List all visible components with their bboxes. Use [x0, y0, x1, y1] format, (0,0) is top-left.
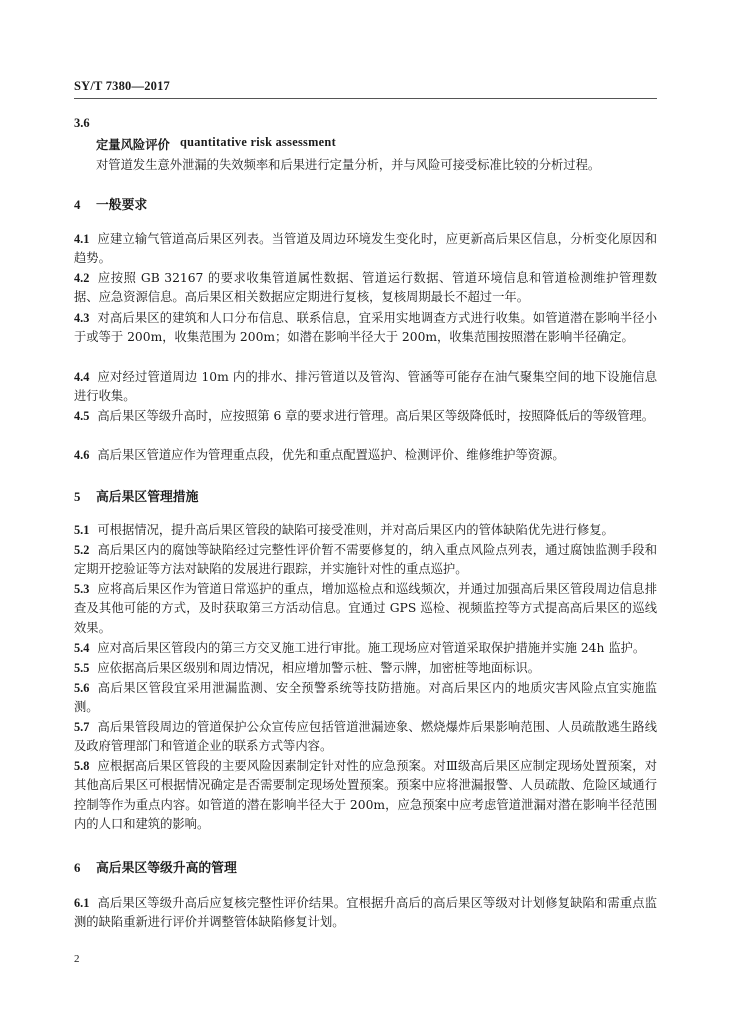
clause-number: 6.1 [74, 896, 90, 910]
clause-text: 应依据高后果区级别和周边情况，相应增加警示桩、警示牌，加密桩等地面标识。 [97, 661, 541, 675]
clause-6-1 [74, 894, 657, 933]
section-number: 4 [74, 198, 81, 212]
page-number: 2 [74, 953, 80, 965]
clause-number: 5.2 [74, 543, 90, 557]
term-definition: 对管道发生意外泄漏的失效频率和后果进行定量分析，并与风险可接受标准比较的分析过程。 [96, 158, 601, 172]
clause-text: 应将高后果区作为管道日常巡护的重点，增加巡检点和巡线频次，并通过加强高后果区管段周边信息排查及其他可能的方式，及时获取第三方活动信息。宜通过 GPS 巡检、视频监控等方式提高高后果区的巡线效果。 [74, 582, 657, 635]
clause-number: 4.6 [74, 448, 90, 462]
clause-5-5 [74, 659, 657, 678]
clause-5-1 [74, 521, 657, 540]
section-title: 高后果区管理措施 [96, 490, 199, 505]
section-6-heading [74, 857, 237, 876]
section-number: 5 [74, 490, 81, 504]
clause-5-7 [74, 718, 657, 757]
clause-5-8 [74, 757, 657, 835]
clause-text: 高后果区管段宜采用泄漏监测、安全预警系统等技防措施。对高后果区内的地质灾害风险点宜实施监测。 [74, 681, 657, 715]
clause-number: 4.4 [74, 370, 90, 384]
section-title: 高后果区等级升高的管理 [96, 861, 237, 876]
clause-number: 4.5 [74, 409, 90, 423]
clause-number: 5.3 [74, 582, 90, 596]
section-4-heading [74, 194, 147, 213]
section-title: 一般要求 [96, 198, 148, 213]
standard-header: SY/T 7380—2017 [74, 79, 170, 93]
clause-4-1 [74, 230, 657, 269]
clause-number: 5.4 [74, 641, 90, 655]
clause-number: 4.3 [74, 311, 90, 325]
clause-5-3 [74, 580, 657, 638]
clause-text: 可根据情况，提升高后果区管段的缺陷可接受准则，并对高后果区内的管体缺陷优先进行修复。 [97, 523, 614, 537]
clause-number: 4.1 [74, 232, 90, 246]
clause-4-4 [74, 368, 657, 407]
section-5-heading [74, 486, 198, 505]
clause-4-3 [74, 309, 657, 348]
clause-text: 高后果管段周边的管道保护公众宣传应包括管道泄漏迹象、燃烧爆炸后果影响范围、人员疏散逃生路线及政府管理部门和管道企业的联系方式等内容。 [74, 720, 657, 754]
clause-number: 5.1 [74, 523, 90, 537]
clause-text: 应对经过管道周边 10m 内的排水、排污管道以及管沟、管涵等可能存在油气聚集空间的地下设施信息进行收集。 [74, 370, 657, 404]
clause-number: 5.8 [74, 759, 90, 773]
clause-4-5 [74, 407, 657, 426]
term-name-cn: 定量风险评价 [96, 137, 170, 152]
header-rule [74, 98, 657, 99]
clause-text: 高后果区等级升高后应复核完整性评价结果。宜根据升高后的高后果区等级对计划修复缺陷和需重点监测的缺陷重新进行评价并调整管体缺陷修复计划。 [74, 896, 657, 930]
clause-5-6 [74, 679, 657, 718]
clause-number: 5.5 [74, 661, 90, 675]
clause-number: 4.2 [74, 271, 90, 285]
clause-text: 应对高后果区管段内的第三方交叉施工进行审批。施工现场应对管道采取保护措施并实施 24h 监护。 [97, 641, 646, 655]
clause-4-2 [74, 269, 657, 308]
clause-4-6 [74, 446, 657, 465]
clause-text: 对高后果区的建筑和人口分布信息、联系信息，宜采用实地调查方式进行收集。如管道潜在影响半径小于或等于 200m，收集范围为 200m；如潜在影响半径大于 200m，收集范围按照潜在影响半径确定。 [74, 311, 657, 345]
term-name-en: quantitative risk assessment [180, 135, 336, 149]
clause-number: 5.6 [74, 681, 90, 695]
clause-number: 5.7 [74, 720, 90, 734]
clause-text: 应按照 GB 32167 的要求收集管道属性数据、管道运行数据、管道环境信息和管道检测维护管理数据、应急资源信息。高后果区相关数据应定期进行复核，复核周期最长不超过一年。 [74, 271, 657, 305]
clause-5-2 [74, 541, 657, 580]
clause-text: 高后果区管道应作为管理重点段，优先和重点配置巡护、检测评价、维修维护等资源。 [97, 448, 565, 462]
clause-text: 高后果区内的腐蚀等缺陷经过完整性评价暂不需要修复的，纳入重点风险点列表，通过腐蚀监测手段和定期开挖验证等方法对缺陷的发展进行跟踪，并实施针对性的重点巡护。 [74, 543, 657, 577]
term-number: 3.6 [74, 116, 90, 130]
section-number: 6 [74, 861, 81, 875]
clause-text: 应建立输气管道高后果区列表。当管道及周边环境发生变化时，应更新高后果区信息，分析变化原因和趋势。 [74, 232, 657, 266]
clause-text: 应根据高后果区管段的主要风险因素制定针对性的应急预案。对Ⅲ级高后果区应制定现场处置预案，对其他高后果区可根据情况确定是否需要制定现场处置预案。预案中应将泄漏报警、人员疏散、危险区域通行控制等作为重点内容。如管道的潜在影响半径大于 200m，应急预案中应考虑管道泄漏对潜在影响半径范围内的人口和建筑的影响。 [74, 759, 657, 832]
clause-text: 高后果区等级升高时，应按照第 6 章的要求进行管理。高后果区等级降低时，按照降低后的等级管理。 [97, 409, 655, 423]
clause-5-4 [74, 639, 657, 658]
